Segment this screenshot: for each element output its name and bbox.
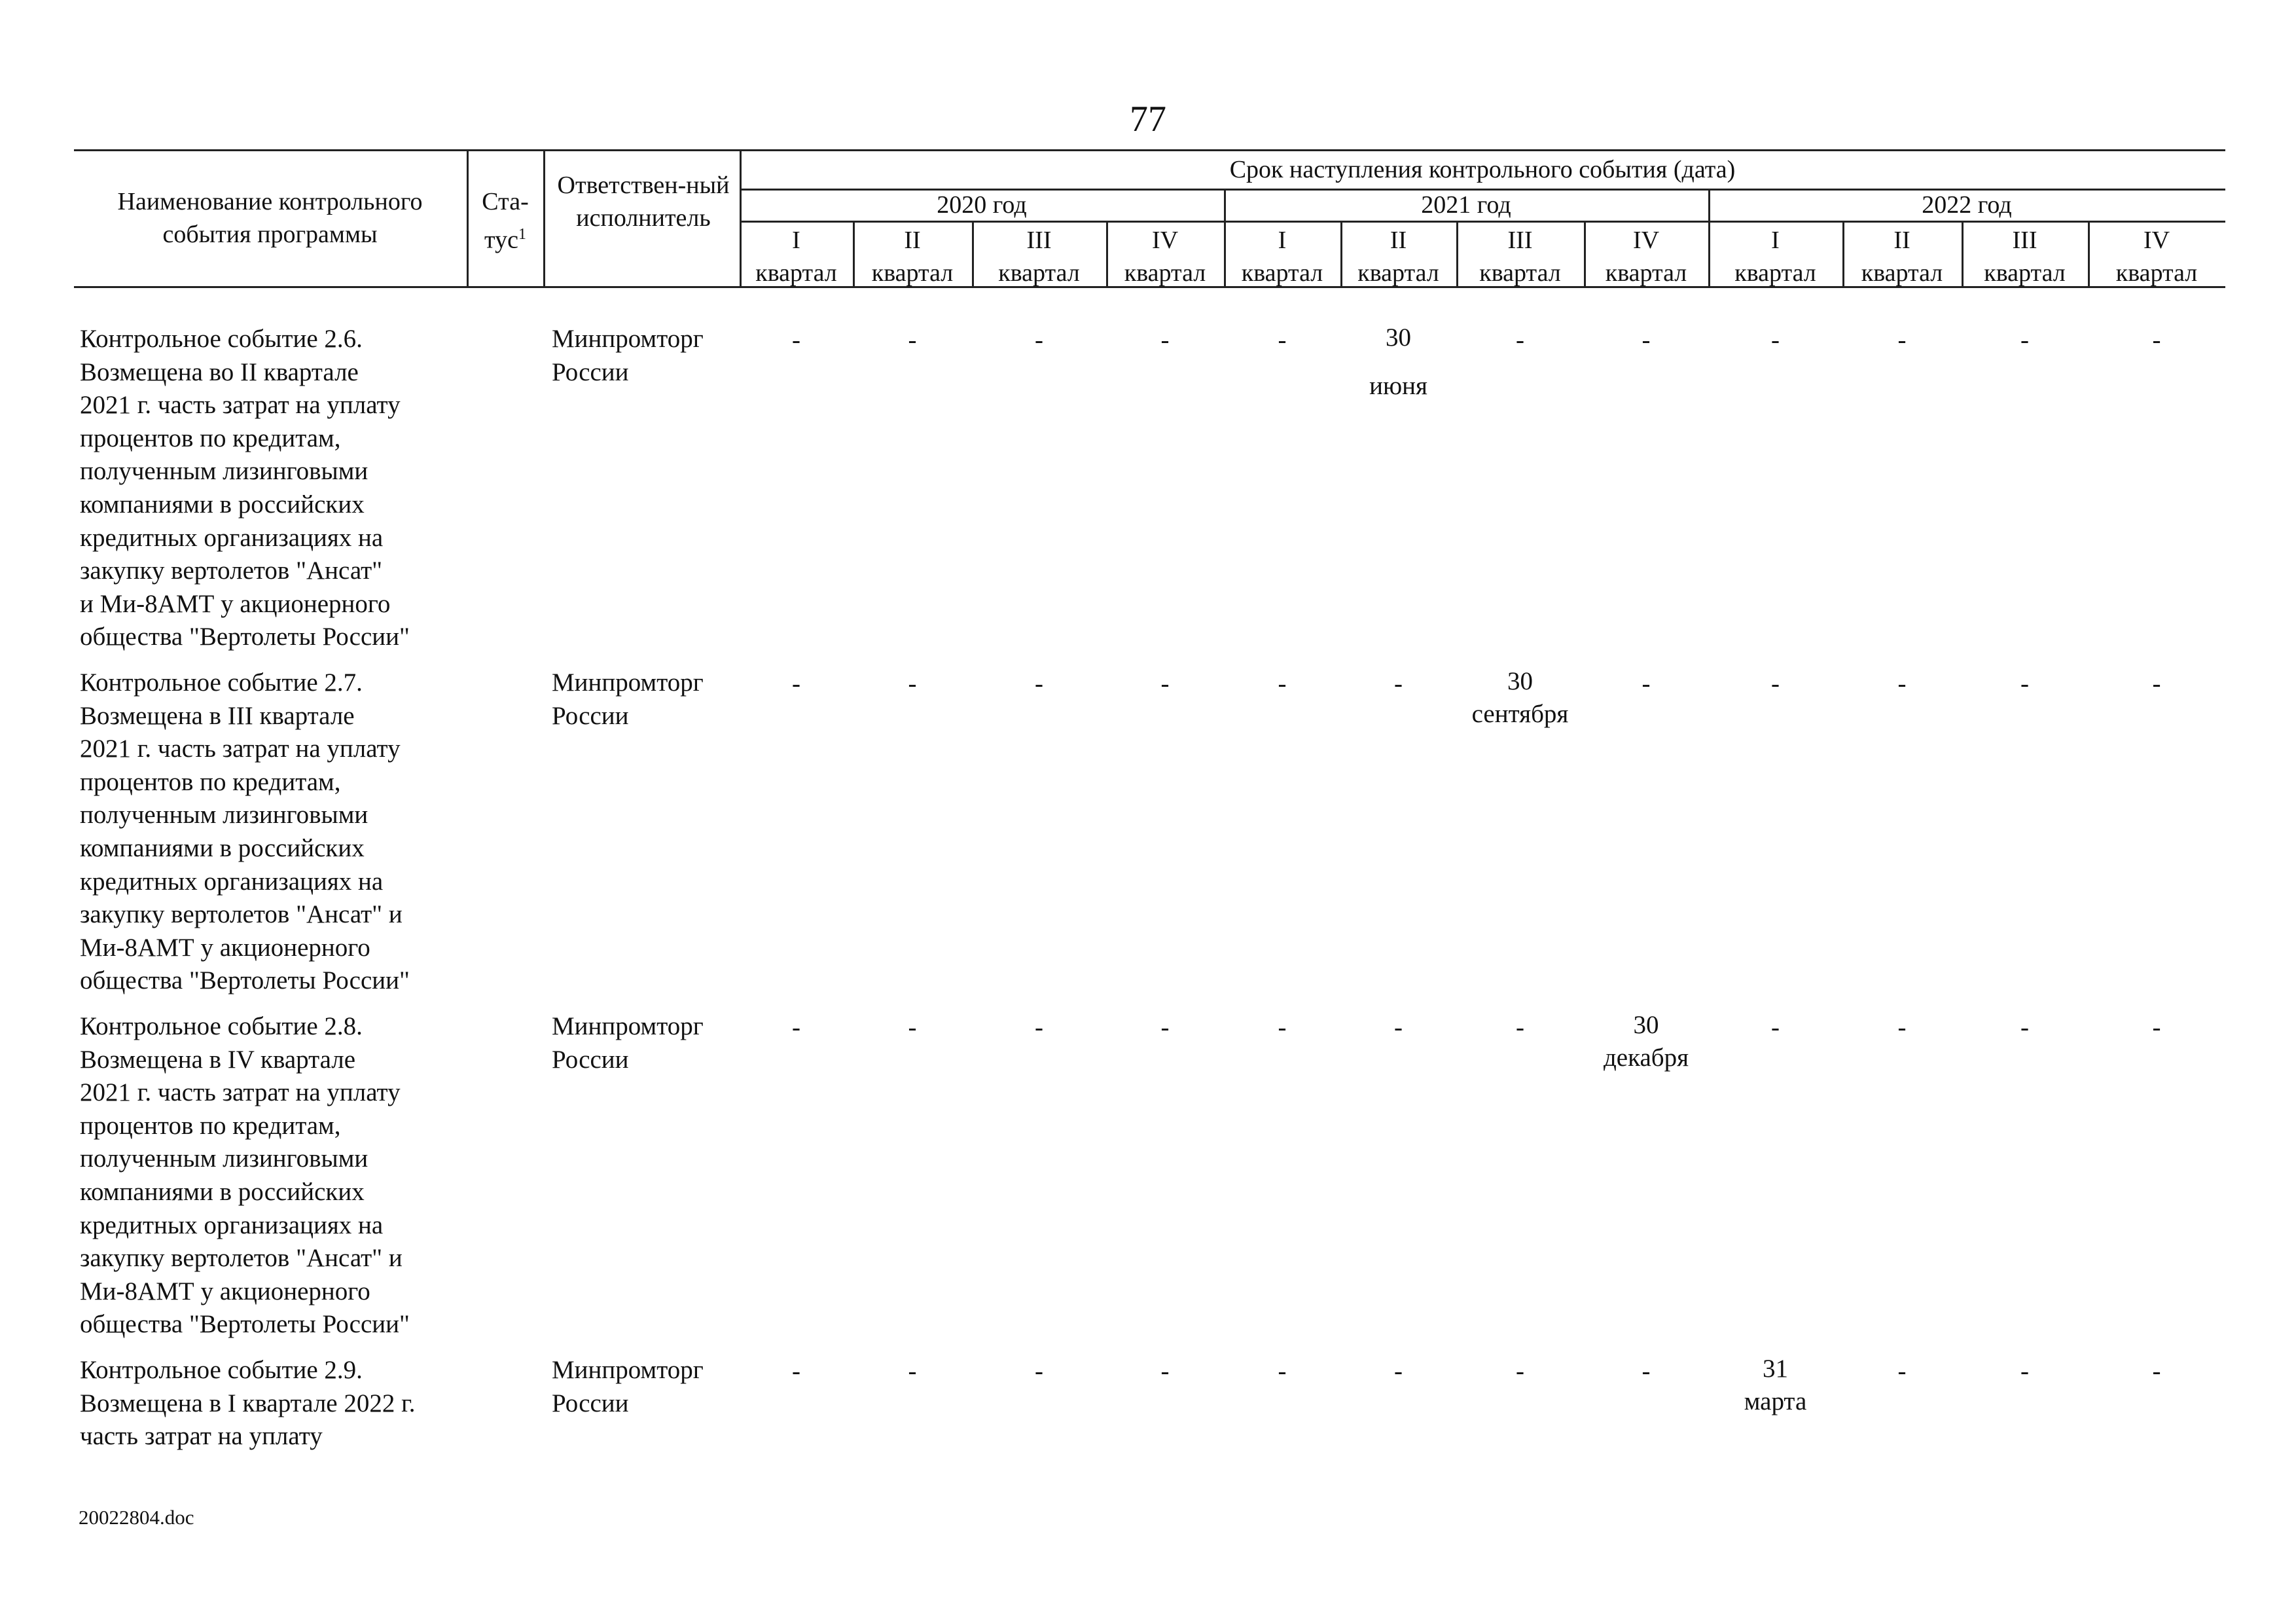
header-quarter-numeral: IV (1151, 227, 1179, 254)
header-quarter-numeral: II (1893, 227, 1910, 254)
quarter-dash: - (792, 670, 800, 698)
header-year-1: 2020 год (937, 191, 1027, 219)
quarter-dash: - (2020, 1013, 2029, 1042)
event-date-month: декабря (1603, 1044, 1689, 1072)
event-executor: Минпромторг России (552, 1356, 704, 1417)
status-footnote-mark: 1 (518, 226, 526, 243)
event-executor: Минпромторг России (552, 668, 704, 730)
header-col-rule (467, 149, 469, 286)
event-date-month: сентября (1471, 700, 1569, 728)
quarter-dash: - (1394, 1357, 1403, 1385)
header-top-rule (74, 149, 2225, 151)
quarter-dash: - (2020, 1357, 2029, 1385)
header-quarter-word: квартал (1861, 259, 1943, 287)
header-quarter-word: квартал (755, 259, 837, 287)
quarter-dash: - (1897, 1357, 1907, 1385)
quarter-dash: - (1771, 670, 1780, 698)
quarter-dash: - (1897, 670, 1907, 698)
event-date-month: июня (1369, 372, 1427, 400)
header-quarter-word: квартал (998, 259, 1080, 287)
quarter-dash: - (1035, 670, 1043, 698)
quarter-dash: - (792, 1013, 800, 1042)
quarter-dash: - (1641, 1357, 1651, 1385)
event-executor: Минпромторг России (552, 1012, 704, 1074)
quarter-dash: - (1516, 1357, 1524, 1385)
header-col-rule (543, 149, 545, 286)
quarter-dash: - (1160, 670, 1170, 698)
header-quarter-word: квартал (1357, 259, 1439, 287)
header-year-2: 2021 год (1421, 191, 1511, 219)
quarter-dash: - (2152, 1357, 2161, 1385)
quarter-dash: - (2020, 326, 2029, 354)
event-date-day: 30 (1507, 667, 1533, 695)
quarter-dash: - (1771, 1013, 1780, 1042)
quarter-dash: - (1771, 326, 1780, 354)
header-quarter-numeral: I (792, 227, 800, 254)
quarter-dash: - (1035, 1013, 1043, 1042)
quarter-dash: - (908, 1013, 917, 1042)
header-quarter-numeral: II (1390, 227, 1407, 254)
quarter-dash: - (1897, 1013, 1907, 1042)
event-name: Контрольное событие 2.8. Возмещена в IV квартале 2021 г. часть затрат на уплату процентов по кредитам, полученным лизинговыми компаниями в российских кредитных организациях на закупку вертолетов "Ансат" и Ми-8АМТ у акционерного общества "Вертолеты России" (80, 1012, 410, 1339)
header-quarter-word: квартал (1479, 259, 1561, 287)
footer-filename: 20022804.doc (79, 1506, 194, 1529)
quarter-dash: - (908, 326, 917, 354)
quarter-dash: - (908, 1357, 917, 1385)
quarter-dash: - (2152, 1013, 2161, 1042)
event-date-day: 30 (1633, 1011, 1659, 1039)
quarter-dash: - (1160, 1013, 1170, 1042)
quarter-dash: - (1641, 670, 1651, 698)
quarter-dash: - (792, 326, 800, 354)
header-status-col: Ста-тус$^1$ (482, 188, 529, 254)
event-date-month: марта (1744, 1387, 1807, 1415)
header-quarter-word: квартал (1734, 259, 1816, 287)
quarter-dash: - (1641, 326, 1651, 354)
header-year-3: 2022 год (1922, 191, 2012, 219)
header-quarter-numeral: IV (2143, 227, 2170, 254)
header-quarter-word: квартал (1241, 259, 1323, 287)
quarter-dash: - (1278, 326, 1287, 354)
quarter-dash: - (1035, 1357, 1043, 1385)
quarter-dash: - (1394, 1013, 1403, 1042)
event-date-day: 31 (1763, 1355, 1788, 1383)
header-quarter-word: квартал (1124, 259, 1206, 287)
quarter-dash: - (1516, 326, 1524, 354)
quarter-dash: - (1160, 326, 1170, 354)
header-quarter-word: квартал (2115, 259, 2198, 287)
header-quarter-numeral: IV (1632, 227, 1660, 254)
header-quarter-word: квартал (871, 259, 954, 287)
header-name-col: Наименование контрольного события программы (117, 188, 423, 248)
quarter-dash: - (1278, 670, 1287, 698)
quarter-dash: - (2152, 670, 2161, 698)
quarter-dash: - (1278, 1357, 1287, 1385)
quarter-dash: - (1278, 1013, 1287, 1042)
quarter-dash: - (1160, 1357, 1170, 1385)
header-executor-col: Ответствен-ный исполнитель (557, 172, 730, 232)
quarter-dash: - (1516, 1013, 1524, 1042)
event-name: Контрольное событие 2.9. Возмещена в I квартале 2022 г. часть затрат на уплату (80, 1356, 416, 1451)
header-quarter-word: квартал (1984, 259, 2066, 287)
event-name: Контрольное событие 2.6. Возмещена во II квартале 2021 г. часть затрат на уплату процентов по кредитам, полученным лизинговыми компаниями в российских кредитных организациях на закупку вертолетов "Ансат" и Ми-8АМТ у акционерного общества "Вертолеты России" (80, 325, 410, 651)
header-quarter-numeral: II (904, 227, 921, 254)
quarter-dash: - (792, 1357, 800, 1385)
quarter-dash: - (2152, 326, 2161, 354)
event-executor: Минпромторг России (552, 325, 704, 386)
header-quarter-numeral: I (1771, 227, 1780, 254)
header-quarter-numeral: III (1507, 227, 1533, 254)
page-number: 77 (1130, 99, 1166, 139)
header-quarter-word: квартал (1605, 259, 1687, 287)
quarter-dash: - (908, 670, 917, 698)
quarter-dash: - (1035, 326, 1043, 354)
quarter-dash: - (1394, 670, 1403, 698)
event-name: Контрольное событие 2.7. Возмещена в III квартале 2021 г. часть затрат на уплату процентов по кредитам, полученным лизинговыми компаниями в российских кредитных организациях на закупку вертолетов "Ансат" и Ми-8АМТ у акционерного общества "Вертолеты России" (80, 668, 410, 995)
header-quarter-numeral: III (1026, 227, 1052, 254)
event-date-day: 30 (1386, 323, 1411, 352)
header-deadline-title: Срок наступления контрольного события (дата) (1229, 156, 1736, 183)
header-quarter-numeral: I (1278, 227, 1287, 254)
quarter-dash: - (1897, 326, 1907, 354)
header-quarter-numeral: III (2012, 227, 2037, 254)
quarter-dash: - (2020, 670, 2029, 698)
